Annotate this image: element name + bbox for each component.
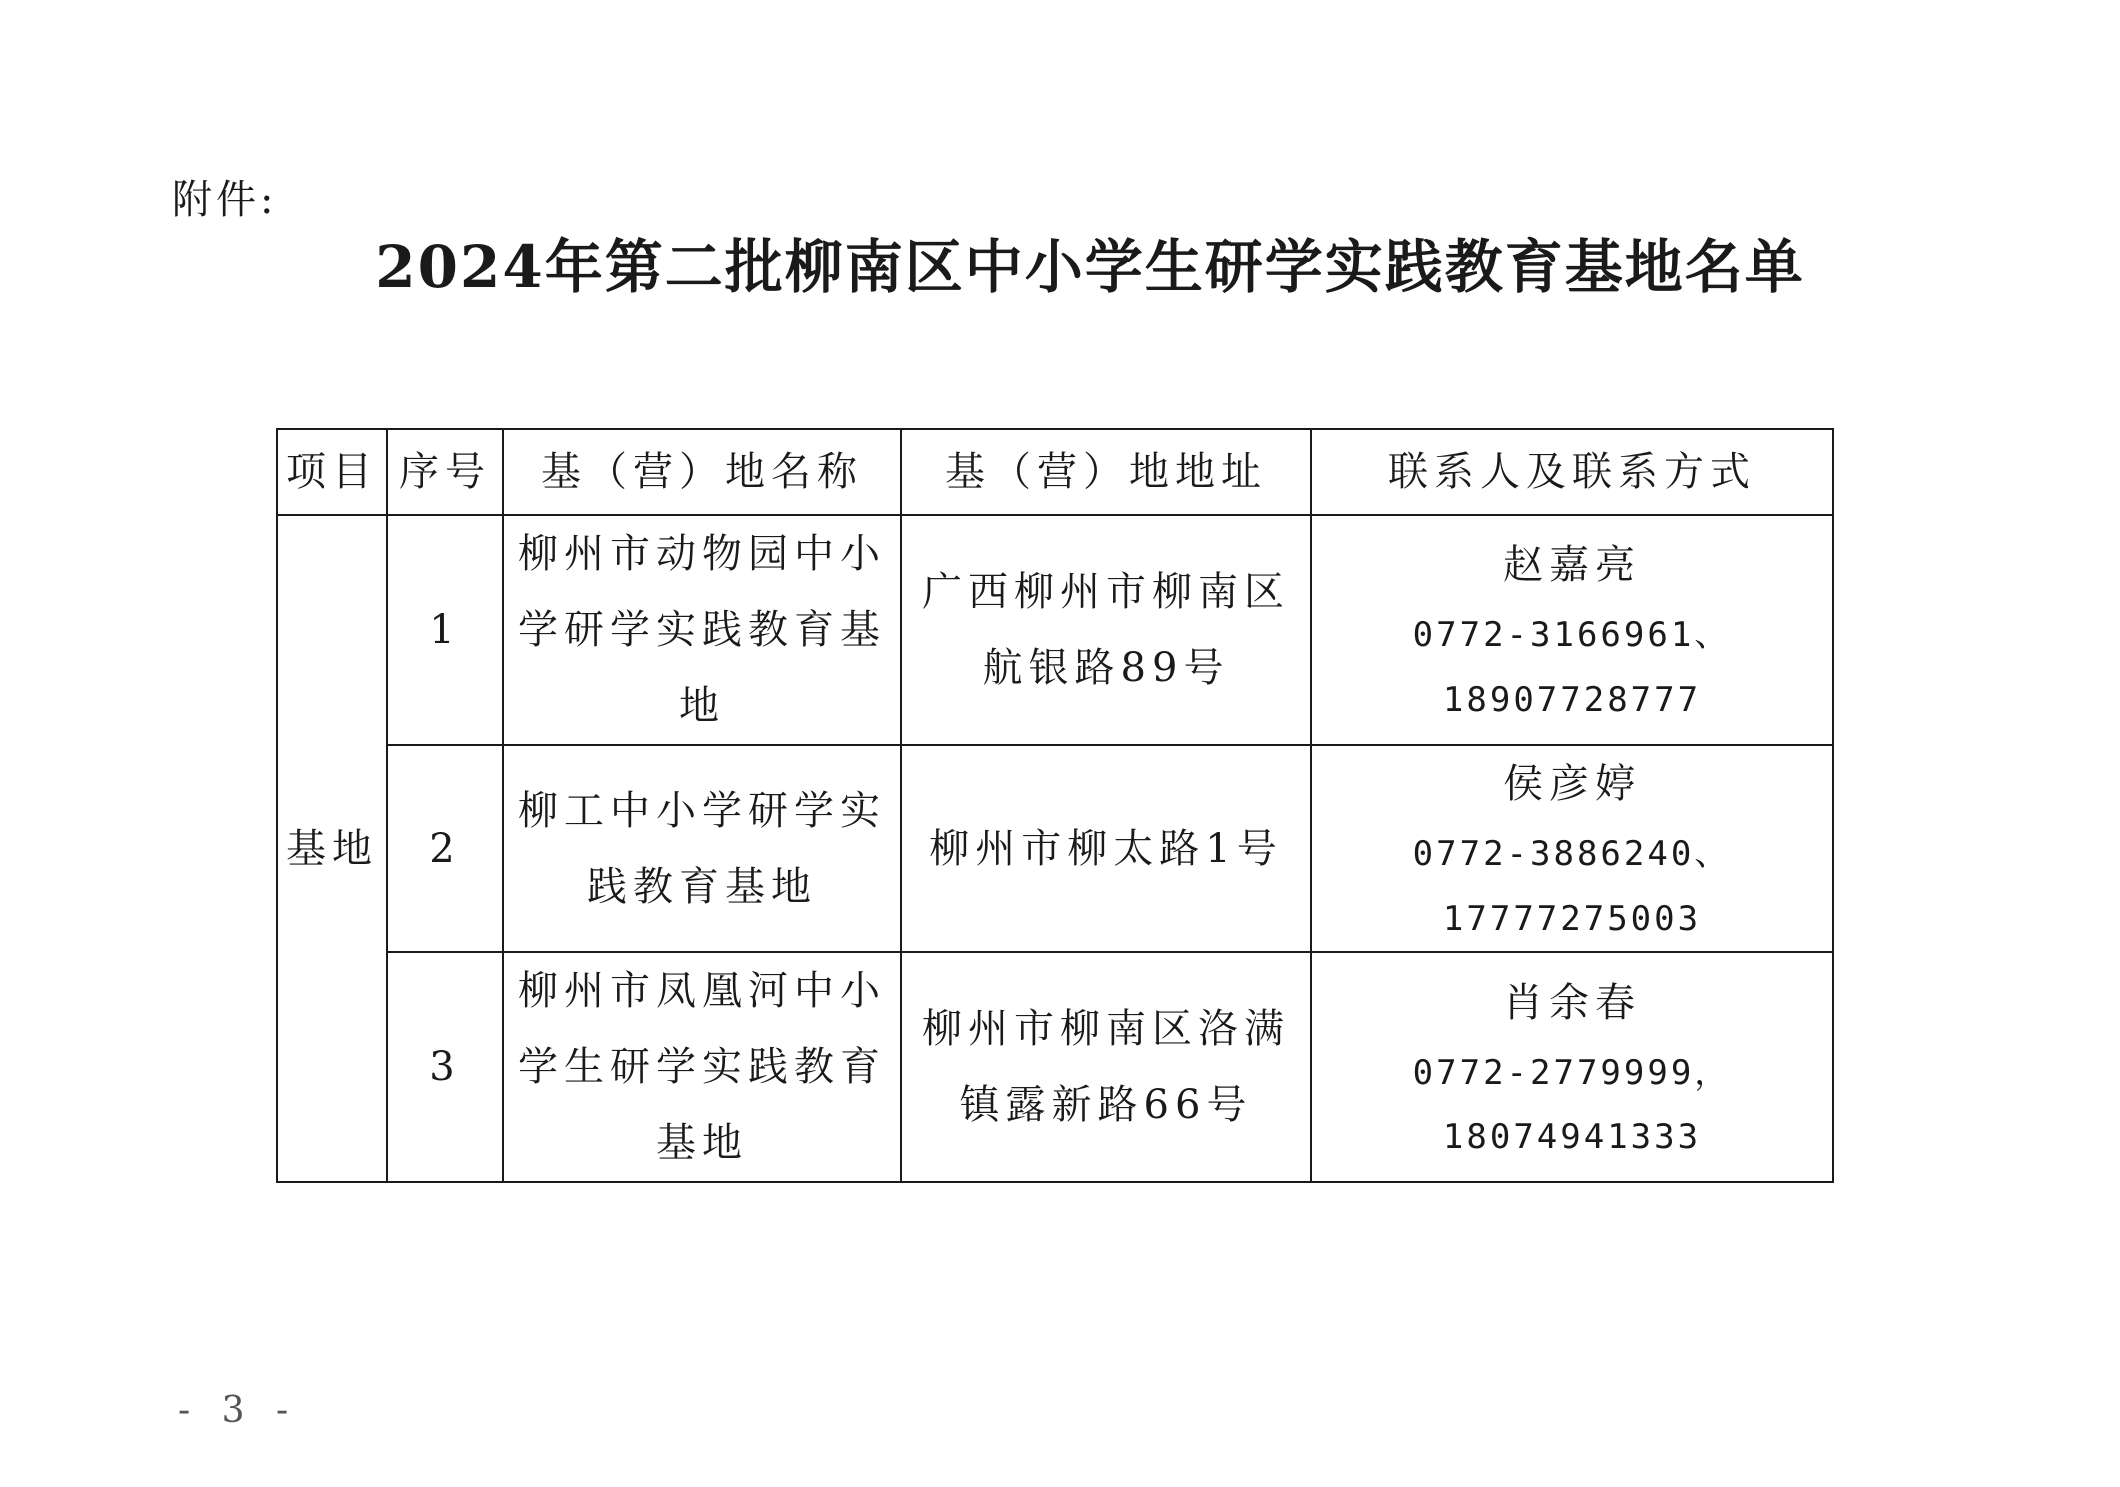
table-row	[277, 515, 1833, 745]
contact-phone: 0772-3886240、17777275003	[1412, 834, 1732, 939]
header-contact: 联系人及联系方式	[1311, 429, 1833, 515]
document-title: 2024年第二批柳南区中小学生研学实践教育基地名单	[375, 233, 1805, 301]
contact-phone: 0772-2779999，18074941333	[1412, 1052, 1732, 1158]
table-row	[277, 952, 1833, 1182]
contact-cell	[1311, 745, 1833, 952]
base-list-table	[276, 428, 1834, 1183]
base-name-text: 柳州市凤凰河中小学生研学实践教育基地	[518, 968, 886, 1167]
base-address	[901, 952, 1311, 1182]
category-cell: 基地	[277, 515, 387, 1182]
row-index: 1	[387, 515, 503, 745]
row-index: 2	[387, 745, 503, 952]
table-header-row	[277, 429, 1833, 515]
base-name	[503, 515, 901, 745]
contact-cell	[1311, 515, 1833, 745]
base-address-text: 广西柳州市柳南区航银路89号	[922, 569, 1290, 691]
attachment-label: 附件:	[172, 177, 278, 223]
header-address: 基（营）地地址	[901, 429, 1311, 515]
contact-cell	[1311, 952, 1833, 1182]
base-address-text: 柳州市柳太路1号	[929, 825, 1283, 872]
contact-name: 赵嘉亮	[1503, 542, 1641, 589]
base-name-text: 柳工中小学研学实践教育基地	[518, 787, 886, 910]
table-row	[277, 745, 1833, 952]
base-address	[901, 745, 1311, 952]
base-address-text: 柳州市柳南区洛满镇露新路66号	[922, 1006, 1290, 1129]
header-index: 序号	[387, 429, 503, 515]
base-name	[503, 952, 901, 1182]
contact-phone: 0772-3166961、18907728777	[1412, 615, 1732, 720]
page-number: - 3 -	[178, 1390, 299, 1431]
base-name	[503, 745, 901, 952]
contact-name: 肖余春	[1503, 979, 1641, 1026]
row-index: 3	[387, 952, 503, 1182]
header-category: 项目	[277, 429, 387, 515]
base-name-text: 柳州市动物园中小学研学实践教育基地	[518, 531, 886, 729]
header-name: 基（营）地名称	[503, 429, 901, 515]
base-address	[901, 515, 1311, 745]
contact-name: 侯彦婷	[1503, 761, 1641, 807]
